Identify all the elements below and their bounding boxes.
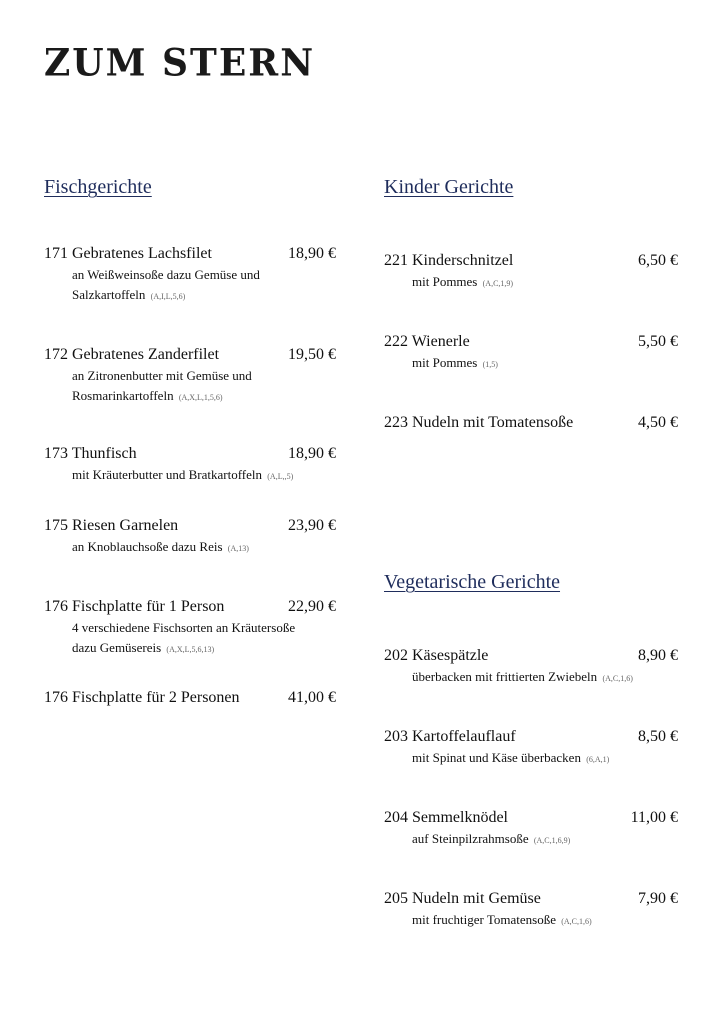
item-price: 19,50 € <box>288 346 336 363</box>
item-description: dazu Gemüsereis (A,X,L,5,6,13) <box>72 640 215 655</box>
item-price: 18,90 € <box>288 245 336 262</box>
allergen-codes: (A,13) <box>227 544 249 553</box>
item-description: mit Spinat und Käse überbacken (6,A,1) <box>412 750 610 765</box>
allergen-codes: (A,C,1,6) <box>561 917 592 926</box>
restaurant-title: ZUM STERN <box>44 40 316 85</box>
menu-item-223 <box>384 413 678 433</box>
menu-item-176-one-person <box>44 597 336 660</box>
item-name: 222 Wienerle <box>384 333 470 350</box>
item-description: 4 verschiedene Fischsorten an Kräutersoße <box>72 620 296 635</box>
item-price: 6,50 € <box>638 252 678 269</box>
section-heading-fischgerichte: Fischgerichte <box>44 176 152 198</box>
item-name: 173 Thunfisch <box>44 445 137 462</box>
allergen-codes: (A,L,,5) <box>267 472 294 481</box>
allergen-codes: (6,A,1) <box>586 755 610 764</box>
allergen-codes: (A,X,L,5,6,13) <box>166 645 215 654</box>
item-price: 41,00 € <box>288 689 336 706</box>
allergen-codes: (A,C,1,9) <box>482 279 514 288</box>
allergen-codes: (A,C,1,6,9) <box>533 836 571 845</box>
item-name: 223 Nudeln mit Tomatensoße <box>384 414 574 431</box>
allergen-codes: (A,I,L,5,6) <box>150 292 186 301</box>
menu-item-202 <box>384 646 678 689</box>
item-description: auf Steinpilzrahmsoße (A,C,1,6,9) <box>412 831 571 846</box>
menu-item-171 <box>44 244 336 307</box>
item-description: mit Pommes (1,5) <box>412 355 498 370</box>
menu-item-172 <box>44 345 336 408</box>
menu-item-222 <box>384 332 678 375</box>
section-heading-vegetarische-gerichte: Vegetarische Gerichte <box>384 571 561 593</box>
item-name: 205 Nudeln mit Gemüse <box>384 890 541 907</box>
section-heading-kinder-gerichte: Kinder Gerichte <box>384 176 514 198</box>
allergen-codes: (1,5) <box>482 360 498 369</box>
item-price: 7,90 € <box>638 890 678 907</box>
item-description: Rosmarinkartoffeln (A,X,L,1,5,6) <box>72 388 223 403</box>
item-name: 202 Käsespätzle <box>384 647 489 664</box>
item-description: mit fruchtiger Tomatensoße (A,C,1,6) <box>412 912 592 927</box>
item-price: 4,50 € <box>638 414 678 431</box>
item-price: 8,90 € <box>638 647 678 664</box>
item-name: 203 Kartoffelauflauf <box>384 728 516 745</box>
item-description: überbacken mit frittierten Zwiebeln (A,C,1,6) <box>412 669 633 684</box>
item-price: 11,00 € <box>630 809 678 826</box>
menu-item-203 <box>384 727 678 770</box>
menu-item-205 <box>384 889 678 932</box>
item-name: 204 Semmelknödel <box>384 809 508 826</box>
allergen-codes: (A,C,1,6) <box>602 674 633 683</box>
menu-item-204 <box>384 808 678 851</box>
item-description: Salzkartoffeln (A,I,L,5,6) <box>72 287 186 302</box>
item-price: 18,90 € <box>288 445 336 462</box>
menu-item-176-two-persons <box>44 688 336 708</box>
item-description: an Zitronenbutter mit Gemüse und <box>72 368 252 383</box>
menu-item-221 <box>384 251 678 294</box>
item-description: an Knoblauchsoße dazu Reis (A,13) <box>72 539 249 554</box>
item-name: 172 Gebratenes Zanderfilet <box>44 346 220 363</box>
item-description: mit Kräuterbutter und Bratkartoffeln (A,L,,5) <box>72 467 294 482</box>
menu-item-173 <box>44 444 336 487</box>
item-name: 221 Kinderschnitzel <box>384 252 514 269</box>
menu-item-175 <box>44 516 336 559</box>
allergen-codes: (A,X,L,1,5,6) <box>178 393 223 402</box>
item-name: 176 Fischplatte für 1 Person <box>44 598 225 615</box>
item-description: an Weißweinsoße dazu Gemüse und <box>72 267 260 282</box>
item-price: 5,50 € <box>638 333 678 350</box>
item-name: 171 Gebratenes Lachsfilet <box>44 245 212 262</box>
item-price: 23,90 € <box>288 517 336 534</box>
item-name: 176 Fischplatte für 2 Personen <box>44 689 240 706</box>
item-name: 175 Riesen Garnelen <box>44 517 179 534</box>
item-price: 8,50 € <box>638 728 678 745</box>
item-price: 22,90 € <box>288 598 336 615</box>
item-description: mit Pommes (A,C,1,9) <box>412 274 514 289</box>
